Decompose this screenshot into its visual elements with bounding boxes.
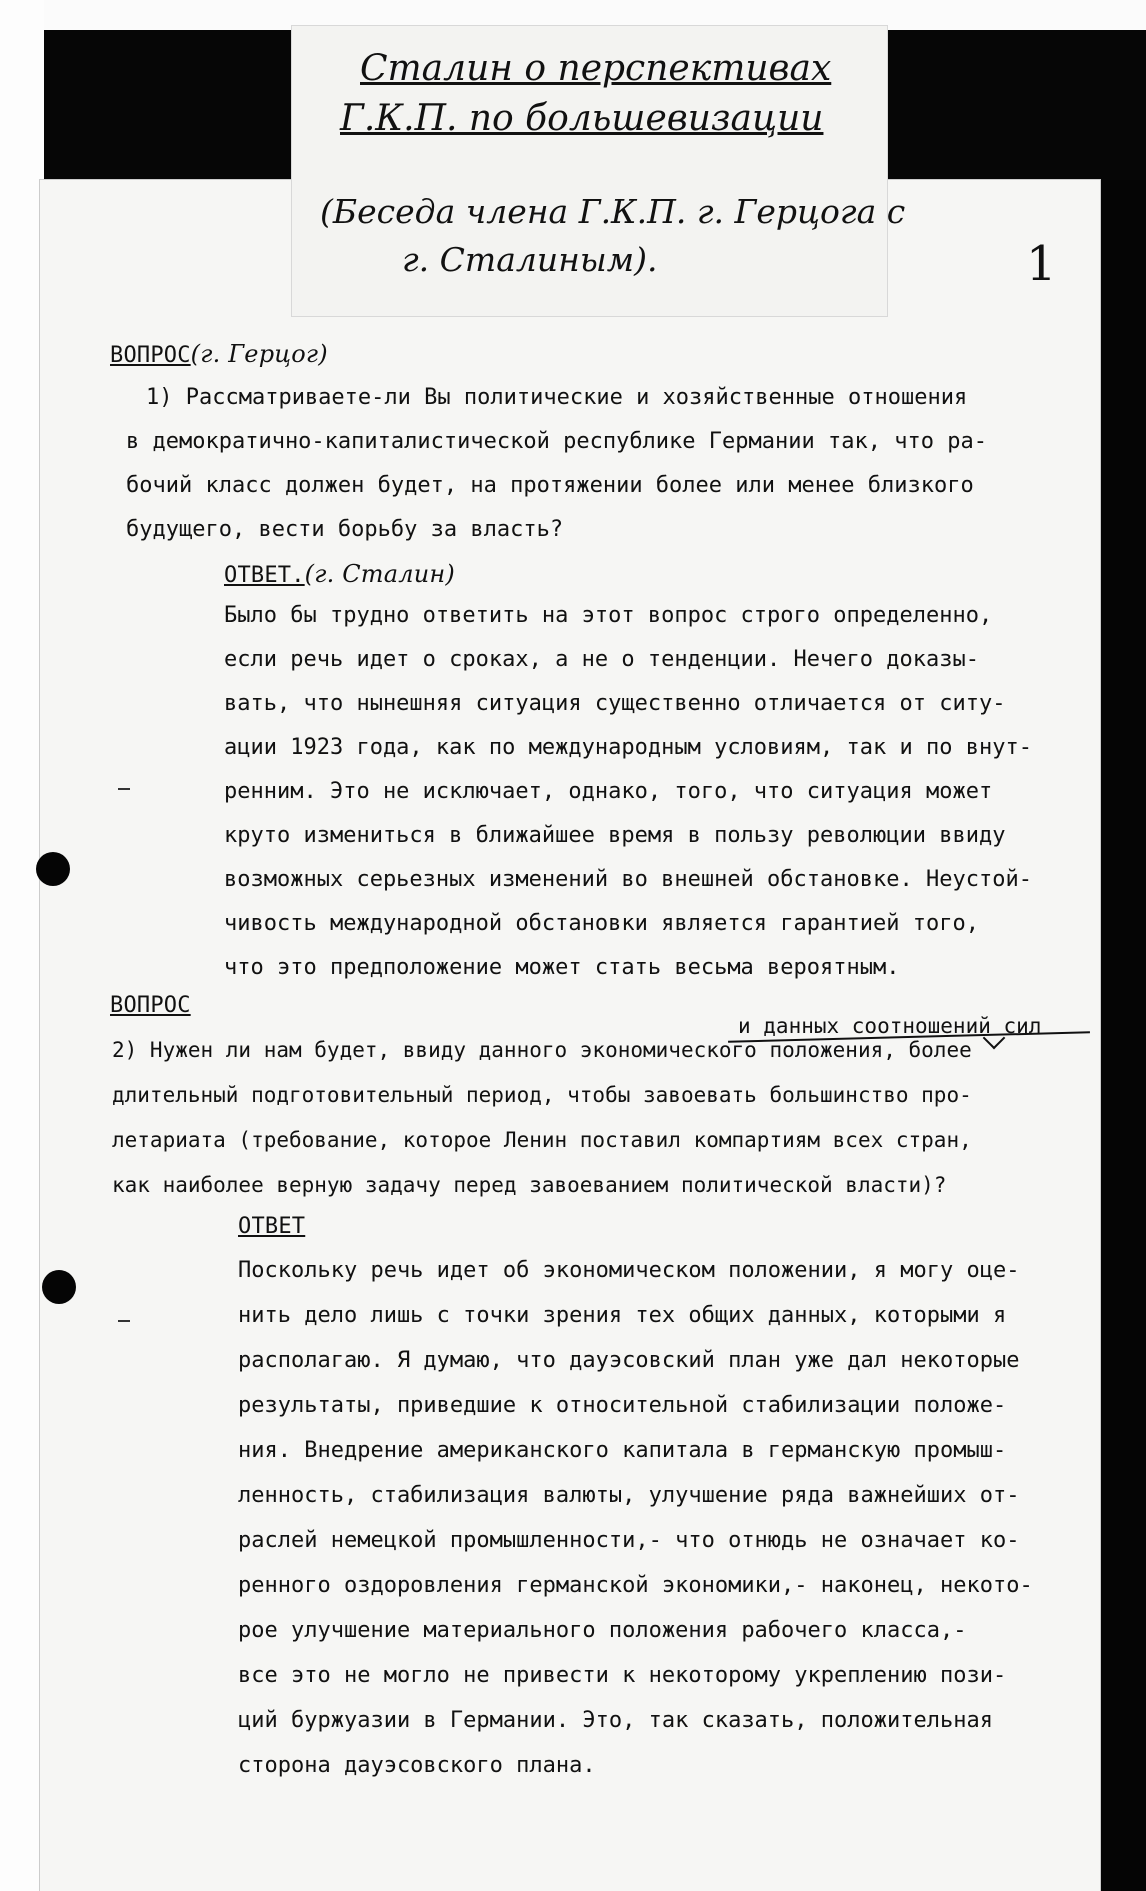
answer-2-line: ния. Внедрение американского капитала в германскую промыш- bbox=[238, 1438, 1007, 1463]
answer-1-heading bbox=[224, 560, 455, 588]
answer-1-line: если речь идет о сроках, а не о тенденции. Нечего доказы- bbox=[224, 647, 979, 672]
answer-1-line: что это предположение может стать весьма вероятным. bbox=[224, 955, 900, 980]
answer-2-label: ОТВЕТ bbox=[238, 1214, 306, 1239]
handwritten-subtitle-line-2: г. Сталиным). bbox=[402, 240, 658, 279]
page-number: 1 bbox=[1026, 236, 1057, 292]
answer-2-line: все это не могло не привести к некоторому укреплению пози- bbox=[238, 1663, 1007, 1688]
handwritten-subtitle-line-1: (Беседа члена Г.К.П. г. Герцога с bbox=[320, 192, 906, 231]
answer-1-line: чивость международной обстановки является гарантией того, bbox=[224, 911, 979, 936]
question-1-speaker: (г. Герцог) bbox=[190, 340, 328, 368]
answer-2-line: результаты, приведшие к относительной стабилизации положе- bbox=[238, 1393, 1007, 1418]
margin-tick-mark bbox=[118, 1320, 130, 1322]
answer-1-line: ренним. Это не исключает, однако, того, что ситуация может bbox=[224, 779, 993, 804]
margin-tick-mark bbox=[118, 788, 130, 790]
question-1-line: в демократично-капиталистической республике Германии так, что ра- bbox=[126, 429, 987, 454]
answer-1-line: возможных серьезных изменений во внешней обстановке. Неустой- bbox=[224, 867, 1032, 892]
question-1-heading bbox=[110, 340, 328, 368]
scan-left-border bbox=[0, 0, 44, 1891]
answer-2-line: Поскольку речь идет об экономическом положении, я могу оце- bbox=[238, 1258, 1020, 1283]
answer-2-line: ций буржуазии в Германии. Это, так сказать, положительная bbox=[238, 1708, 993, 1733]
answer-1-speaker: (г. Сталин) bbox=[304, 560, 455, 588]
binder-hole bbox=[36, 852, 70, 886]
question-2-line: 2) Нужен ли нам будет, ввиду данного экономического положения, более bbox=[112, 1038, 972, 1062]
question-1-label: ВОПРОС bbox=[110, 343, 191, 368]
answer-1-label: ОТВЕТ. bbox=[224, 563, 305, 588]
handwritten-title-line-2: Г.К.П. по большевизации bbox=[340, 98, 824, 139]
answer-1-line: круто измениться в ближайшее время в пользу революции ввиду bbox=[224, 823, 1006, 848]
answer-2-line: ренного оздоровления германской экономики,- наконец, некото- bbox=[238, 1573, 1033, 1598]
binder-hole bbox=[42, 1270, 76, 1304]
question-1-line: бочий класс должен будет, на протяжении более или менее близкого bbox=[126, 473, 974, 498]
answer-2-line: располагаю. Я думаю, что дауэсовский план уже дал некоторые bbox=[238, 1348, 1020, 1373]
question-2-line: длительный подготовительный период, чтобы завоевать большинство про- bbox=[112, 1083, 972, 1107]
answer-2-line: сторона дауэсовского плана. bbox=[238, 1753, 596, 1778]
question-2-insertion: и данных соотношений сил bbox=[738, 1014, 1042, 1038]
answer-1-line: ации 1923 года, как по международным условиям, так и по внут- bbox=[224, 735, 1032, 760]
answer-2-line: ленность, стабилизация валюты, улучшение ряда важнейших от- bbox=[238, 1483, 1020, 1508]
question-1-line: 1) Рассматриваете-ли Вы политические и хозяйственные отношения bbox=[146, 385, 968, 410]
answer-1-line: Было бы трудно ответить на этот вопрос строго определенно, bbox=[224, 603, 993, 628]
answer-2-line: раслей немецкой промышленности,- что отнюдь не означает ко- bbox=[238, 1528, 1020, 1553]
question-2-label: ВОПРОС bbox=[110, 993, 191, 1018]
question-2-line: как наиболее верную задачу перед завоеванием политической власти)? bbox=[112, 1173, 947, 1197]
question-1-line: будущего, вести борьбу за власть? bbox=[126, 517, 564, 542]
handwritten-title-line-1: Сталин о перспективах bbox=[360, 48, 832, 89]
answer-2-line: нить дело лишь с точки зрения тех общих данных, которыми я bbox=[238, 1303, 1007, 1328]
answer-1-line: вать, что нынешняя ситуация существенно отличается от ситу- bbox=[224, 691, 1006, 716]
question-2-line: летариата (требование, которое Ленин поставил компартиям всех стран, bbox=[112, 1128, 972, 1152]
answer-2-line: рое улучшение материального положения рабочего класса,- bbox=[238, 1618, 967, 1643]
